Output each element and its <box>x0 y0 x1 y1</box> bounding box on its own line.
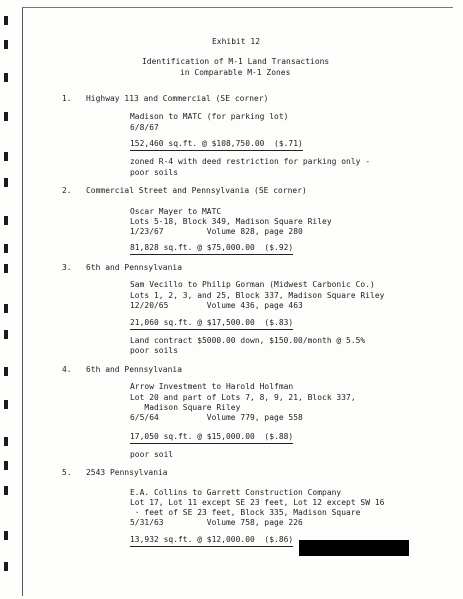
entry-note: poor soil <box>130 450 174 459</box>
entry-heading: Highway 113 and Commercial (SE corner) <box>86 94 269 103</box>
punch-hole <box>4 562 8 571</box>
exhibit-label: Exhibit 12 <box>212 37 261 46</box>
entry-number: 3. <box>62 263 72 272</box>
punch-hole <box>4 73 8 82</box>
document-title: Identification of M-1 Land Transactions <box>142 57 330 66</box>
entry-line: 12/20/65 Volume 436, page 463 <box>130 301 303 310</box>
punch-hole <box>4 400 8 409</box>
redaction-block <box>299 540 409 556</box>
punch-hole <box>4 216 8 225</box>
punch-hole <box>4 330 8 339</box>
entry-price: 152,460 sq.ft. @ $108,750.00 ($.71) <box>130 139 303 151</box>
entry-heading: Commercial Street and Pennsylvania (SE corner) <box>86 186 307 195</box>
entry-line: Lot 20 and part of Lots 7, 8, 9, 21, Block 337, <box>130 393 356 402</box>
entry-note: Land contract $5000.00 down, $150.00/month @ 5.5% <box>130 336 366 345</box>
punch-hole <box>4 112 8 121</box>
entry-line: Arrow Investment to Harold Holfman <box>130 382 294 391</box>
entry-line: 5/31/63 Volume 758, page 226 <box>130 518 303 527</box>
punch-hole <box>4 152 8 161</box>
entry-line: Lots 1, 2, 3, and 25, Block 337, Madison Square Riley <box>130 291 385 300</box>
punch-hole <box>4 244 8 253</box>
punch-hole <box>4 264 8 273</box>
punch-hole <box>4 178 8 187</box>
entry-note: poor soils <box>130 346 179 355</box>
punch-hole <box>4 16 8 25</box>
entry-price: 17,050 sq.ft. @ $15,000.00 ($.88) <box>130 432 293 444</box>
entry-heading: 2543 Pennsylvania <box>86 468 168 477</box>
punch-hole <box>4 486 8 495</box>
entry-price: 13,932 sq.ft. @ $12,000.00 ($.86) <box>130 535 293 547</box>
entry-note: zoned R-4 with deed restriction for parking only - <box>130 157 371 166</box>
punch-hole <box>4 437 8 446</box>
entry-number: 2. <box>62 186 72 195</box>
document-subtitle: in Comparable M-1 Zones <box>180 68 291 77</box>
entry-line: Sam Vecillo to Philip Gorman (Midwest Carbonic Co.) <box>130 280 375 289</box>
entry-line: Madison to MATC (for parking lot) <box>130 112 289 121</box>
entry-line: E.A. Collins to Garrett Construction Company <box>130 488 342 497</box>
entry-number: 4. <box>62 365 72 374</box>
punch-hole <box>4 531 8 540</box>
entry-price: 81,828 sq.ft. @ $75,000.00 ($.92) <box>130 243 293 255</box>
entry-number: 5. <box>62 468 72 477</box>
entry-note: poor soils <box>130 168 179 177</box>
entry-line: Oscar Mayer to MATC <box>130 207 222 216</box>
entry-line: · feet of SE 23 feet, Block 335, Madison Square <box>130 508 361 517</box>
punch-hole <box>4 304 8 313</box>
entry-price: 21,060 sq.ft. @ $17,500.00 ($.83) <box>130 318 293 330</box>
entry-line: Lots 5-18, Block 349, Madison Square Riley <box>130 217 332 226</box>
punch-hole <box>4 367 8 376</box>
entry-line: 6/8/67 <box>130 123 159 132</box>
punch-hole <box>4 40 8 49</box>
entry-heading: 6th and Pennsylvania <box>86 365 183 374</box>
entry-number: 1. <box>62 94 72 103</box>
entry-line: Lot 17, Lot 11 except SE 23 feet, Lot 12 except SW 16 <box>130 498 385 507</box>
entry-line: 6/5/64 Volume 779, page 558 <box>130 413 303 422</box>
punch-hole <box>4 461 8 470</box>
entry-line: 1/23/67 Volume 828, page 280 <box>130 227 303 236</box>
entry-heading: 6th and Pennsylvania <box>86 263 183 272</box>
entry-line: Madison Square Riley <box>130 403 241 412</box>
